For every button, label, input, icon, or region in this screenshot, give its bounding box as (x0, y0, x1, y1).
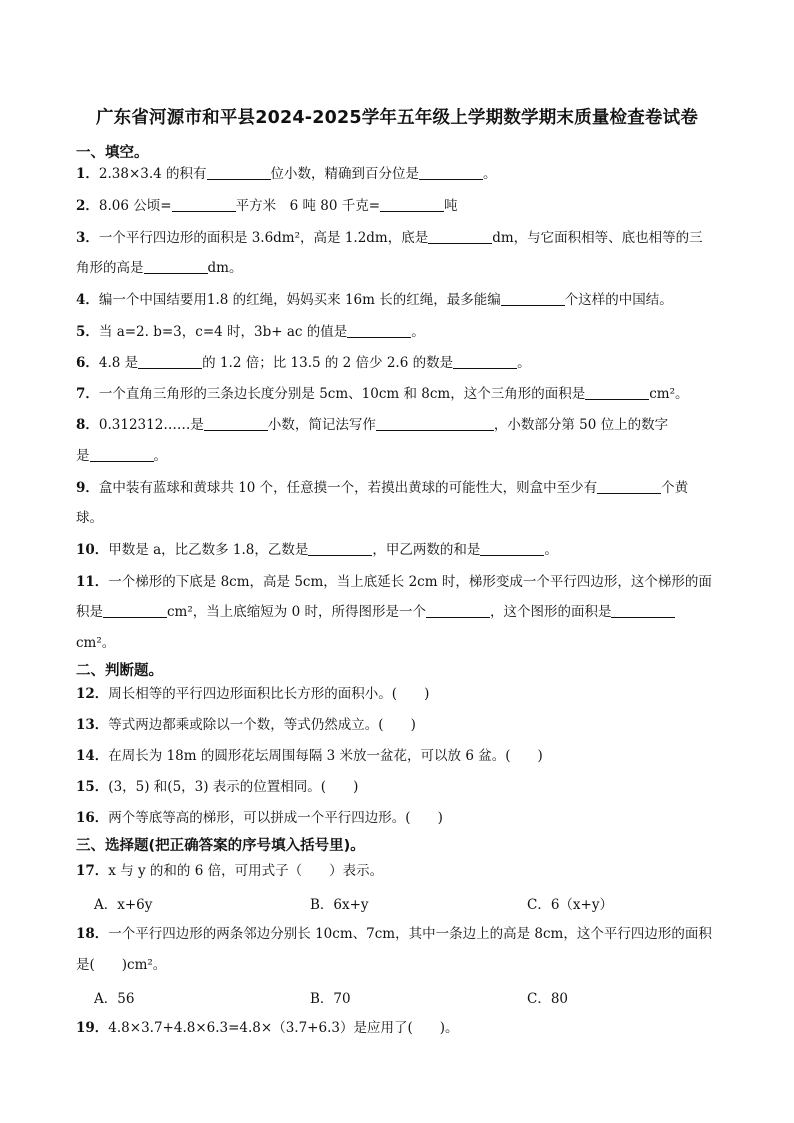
question-18-line-2 (76, 956, 166, 974)
question-number: 14． (76, 748, 109, 764)
question-text: 。 (411, 324, 425, 340)
answer-blank[interactable] (428, 229, 492, 244)
question-number: 3． (76, 230, 99, 246)
question-number: 11． (76, 574, 109, 590)
question-text: 球。 (76, 510, 103, 526)
question-19 (76, 1019, 459, 1037)
question-text: 。 (483, 166, 497, 182)
question-text: 个黄 (661, 480, 689, 496)
question-text: 8.06 公顷= (98, 198, 172, 214)
answer-blank[interactable] (376, 416, 494, 431)
question-text: 。 (544, 542, 558, 558)
question-text: 的 1.2 倍；比 13.5 的 2 倍少 2.6 的数是 (202, 355, 454, 371)
question-text: 个这样的中国结。 (564, 292, 673, 308)
question-text: 等式两边都乘或除以一个数，等式仍然成立。( ) (108, 717, 416, 733)
answer-blank[interactable] (144, 259, 208, 274)
question-12 (76, 685, 429, 703)
question-text: ，这个图形的面积是 (489, 604, 612, 620)
question-number: 15． (76, 779, 109, 795)
question-text: 是 (76, 448, 90, 464)
question-text: 4.8×3.7+4.8×6.3=4.8×（3.7+6.3）是应用了( )。 (108, 1020, 459, 1036)
question-17 (76, 862, 383, 880)
question-text: cm²。 (76, 635, 116, 651)
question-text: ，甲乙两数的和是 (372, 542, 481, 558)
question-text: cm²，当上底缩短为 0 时，所得图形是一个 (167, 604, 426, 620)
question-number: 9． (76, 480, 99, 496)
option-b[interactable]: B．70 (310, 991, 351, 1007)
question-10 (76, 541, 558, 559)
section-judgement-heading: 二、判断题。 (76, 663, 163, 679)
question-text: 2.38×3.4 的积有 (98, 166, 207, 182)
answer-blank[interactable] (611, 603, 675, 618)
page-title: 广东省河源市和平县2024-2025学年五年级上学期数学期末质量检查卷试卷 (95, 108, 699, 128)
question-2 (76, 197, 458, 215)
question-text: 在周长为 18m 的圆形花坛周围每隔 3 米放一盆花，可以放 6 盆。( ) (108, 748, 543, 764)
question-number: 7． (76, 386, 99, 402)
question-4 (76, 291, 673, 309)
question-number: 6． (76, 355, 99, 371)
question-text: 盒中装有蓝球和黄球共 10 个，任意摸一个，若摸出黄球的可能性大，则盒中至少有 (98, 480, 598, 496)
answer-blank[interactable] (138, 354, 202, 369)
question-number: 1． (76, 166, 99, 182)
answer-blank[interactable] (426, 603, 490, 618)
question-text: 一个直角三角形的三条边长度分别是 5cm、10cm 和 8cm，这个三角形的面积是 (98, 386, 586, 402)
answer-blank[interactable] (347, 323, 411, 338)
answer-blank[interactable] (501, 291, 565, 306)
question-text: 。 (153, 448, 167, 464)
answer-blank[interactable] (453, 354, 517, 369)
answer-blank[interactable] (103, 603, 167, 618)
option-a[interactable]: A．x+6y (94, 897, 153, 913)
question-number: 12． (76, 686, 109, 702)
answer-blank[interactable] (308, 541, 372, 556)
question-3-line-2 (76, 259, 242, 277)
question-text: 一个平行四边形的面积是 3.6dm²，高是 1.2dm，底是 (98, 230, 429, 246)
question-text: (3，5) 和(5，3) 表示的位置相同。( ) (108, 779, 359, 795)
question-text: 两个等底等高的梯形，可以拼成一个平行四边形。( ) (108, 810, 443, 826)
question-number: 8． (76, 417, 99, 433)
question-text: 是( )cm²。 (76, 957, 167, 973)
question-number: 4． (76, 292, 99, 308)
question-text: 周长相等的平行四边形面积比长方形的面积小。( ) (108, 686, 430, 702)
question-number: 5． (76, 324, 99, 340)
question-text: 积是 (76, 604, 103, 620)
question-text: 角形的高是 (76, 260, 144, 276)
answer-blank[interactable] (90, 447, 154, 462)
question-number: 10． (76, 542, 109, 558)
answer-blank[interactable] (585, 385, 649, 400)
answer-blank[interactable] (207, 165, 271, 180)
question-text: dm。 (207, 260, 243, 276)
option-b[interactable]: B．6x+y (310, 897, 369, 913)
answer-blank[interactable] (597, 479, 661, 494)
question-text: 一个平行四边形的两条邻边分别长 10cm、7cm，其中一条边上的高是 8cm，这个平行四边形的面积 (108, 926, 712, 942)
answer-blank[interactable] (419, 165, 483, 180)
question-number: 18． (76, 926, 109, 942)
question-text: 平方米 6 吨 80 千克= (235, 198, 381, 214)
question-1 (76, 165, 497, 183)
question-8-line-2 (76, 447, 167, 465)
question-13 (76, 716, 416, 734)
question-text: 一个梯形的下底是 8cm，高是 5cm，当上底延长 2cm 时，梯形变成一个平行四边形，这个梯形的面 (108, 574, 712, 590)
option-c[interactable]: C．80 (527, 991, 569, 1007)
question-text: cm²。 (649, 386, 689, 402)
question-11-line-2 (76, 603, 675, 621)
question-text: 当 a=2. b=3，c=4 时，3b+ ac 的值是 (98, 324, 348, 340)
option-a[interactable]: A．56 (94, 991, 135, 1007)
question-text: 4.8 是 (98, 355, 139, 371)
question-11-line-3 (76, 634, 115, 652)
question-3 (76, 229, 703, 247)
question-text: ，小数部分第 50 位上的数字 (493, 417, 669, 433)
question-18 (76, 925, 712, 943)
section-choice-heading: 三、选择题(把正确答案的序号填入括号里)。 (76, 838, 365, 854)
question-text: 吨 (444, 198, 458, 214)
question-number: 19． (76, 1020, 109, 1036)
question-number: 17． (76, 863, 109, 879)
question-16 (76, 809, 443, 827)
question-text: x 与 y 的和的 6 倍，可用式子（ ）表示。 (108, 863, 384, 879)
question-14 (76, 747, 543, 765)
answer-blank[interactable] (380, 197, 444, 212)
question-5 (76, 323, 425, 341)
question-6 (76, 354, 531, 372)
question-text: 位小数，精确到百分位是 (270, 166, 420, 182)
question-11 (76, 573, 712, 591)
question-7 (76, 385, 689, 403)
question-text: dm，与它面积相等、底也相等的三 (492, 230, 703, 246)
question-text: 小数，简记法写作 (267, 417, 376, 433)
question-number: 13． (76, 717, 109, 733)
answer-blank[interactable] (480, 541, 544, 556)
question-text: 。 (517, 355, 531, 371)
question-8 (76, 416, 668, 434)
question-text: 0.312312……是 (98, 417, 204, 433)
question-text: 甲数是 a，比乙数多 1.8，乙数是 (108, 542, 309, 558)
question-number: 2． (76, 198, 99, 214)
answer-blank[interactable] (172, 197, 236, 212)
question-number: 16． (76, 810, 109, 826)
answer-blank[interactable] (204, 416, 268, 431)
question-9 (76, 479, 688, 497)
question-text: 编一个中国结要用1.8 的红绳，妈妈买来 16m 长的红绳，最多能编 (98, 292, 501, 308)
question-15 (76, 778, 358, 796)
section-fill-in-heading: 一、填空。 (76, 145, 149, 161)
question-9-line-2 (76, 509, 103, 527)
option-c[interactable]: C．6（x+y） (527, 897, 613, 913)
